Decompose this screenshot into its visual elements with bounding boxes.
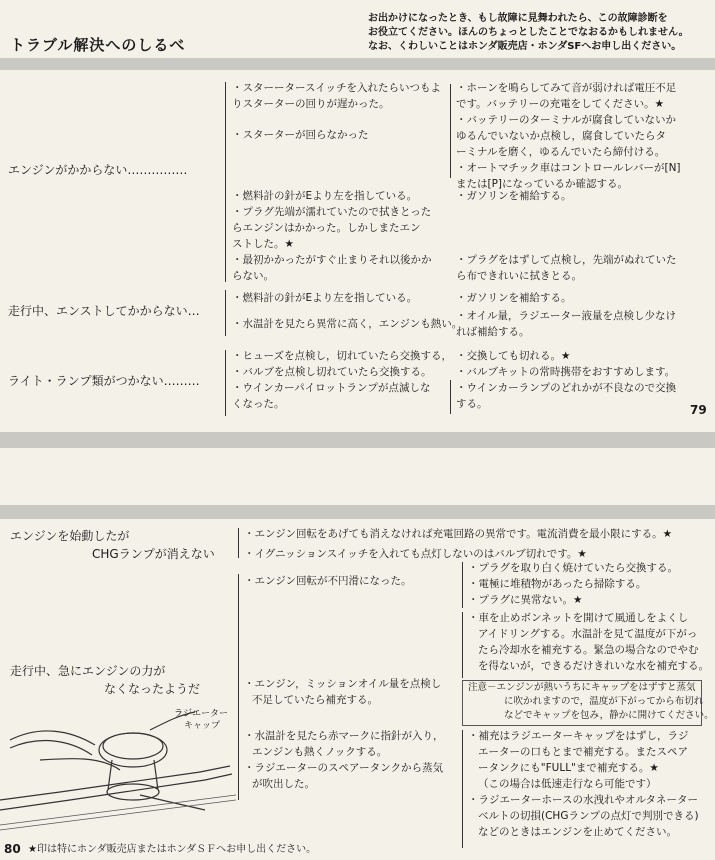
remedy-line: たら冷却水を補充する。緊急の場合なのでやむ	[478, 644, 699, 656]
intro-line: お出かけになったとき、もし故障に見舞われたら、この故障診断を	[368, 13, 668, 24]
cause-block	[232, 127, 369, 143]
cause-line: ・ヒューズを点検し，切れていたら交換する，	[232, 350, 452, 362]
cause-line: くなった。	[232, 398, 285, 410]
cause-line: ・水温計を見たら異常に高く，エンジンも熱い。	[232, 318, 463, 330]
title-line: CHGランプが消えない	[92, 547, 215, 561]
remedy-block	[468, 610, 709, 674]
remedy-line: または[P]になっているか確認する。	[456, 178, 629, 190]
remedy-line: ・プラグをはずして点検し，先端がぬれていた	[456, 254, 677, 266]
cause-line: ・水温計を見たら赤マークに指針が入り，	[244, 730, 444, 742]
brace	[462, 612, 463, 678]
section-title-chg	[10, 527, 215, 563]
remedy-line: ・プラグに異常ない。★	[468, 594, 583, 606]
remedy-line: アイドリングする。水温計を見て温度が下がっ	[478, 628, 698, 640]
remedy-line: ータンクにも"FULL"まで補充する。★	[478, 762, 659, 774]
cause-block	[232, 348, 452, 412]
remedy-line: ゆるんでいないか点検し，腐食していたらタ	[456, 130, 666, 142]
remedy-block	[456, 252, 677, 284]
brace	[225, 290, 226, 336]
illustration-label	[174, 708, 228, 732]
remedy-block	[468, 728, 699, 840]
label-line: ラジエーター	[174, 709, 229, 719]
remedy-block	[456, 112, 681, 192]
remedy-line: ・バルブキットの常時携帯をおすすめします。	[456, 366, 676, 378]
cause-line: ・燃料計の針がEより左を指している。	[232, 190, 418, 202]
remedy-line: エーターの口もとまで補充する。またスペア	[478, 746, 688, 758]
cause-block	[232, 80, 441, 112]
cause-block	[244, 573, 411, 589]
remedy-line: （この場合は低速走行なら可能です）	[478, 778, 657, 790]
note-line: などでキャップを包み，静かに開けてください。	[504, 710, 714, 721]
cause-line: らエンジンはかかった。しかしまたエン	[232, 222, 421, 234]
cause-line: りスターターの回りが遅かった。	[232, 98, 390, 110]
cause-line: ・プラグ先端が濡れていたので拭きとった	[232, 206, 432, 218]
title-line: 走行中、急にエンジンの力が	[10, 664, 166, 678]
remedy-block	[456, 308, 676, 340]
remedy-line: ・ラジエーターホースの水洩れやオルタネーター	[468, 794, 699, 806]
remedy-line: する。	[456, 398, 488, 410]
intro-line: なお、くわしいことはホンダ販売店・ホンダSFへお申し出ください。	[368, 41, 682, 52]
remedy-line: ・ホーンを鳴らしてみて音が弱ければ電圧不足	[456, 82, 677, 94]
brace	[238, 528, 239, 558]
chg-items	[244, 526, 672, 562]
section-title-engine: エンジンがかからない……………	[8, 163, 188, 177]
cause-line: ・ウインカーパイロットランプが点滅しな	[232, 382, 431, 394]
cause-block	[244, 676, 441, 708]
remedy-line: ・補充はラジエーターキャップをはずし，ラジ	[468, 730, 689, 742]
title-line: なくなったようだ	[104, 682, 201, 696]
remedy-line: ・バッテリーのターミナルが腐食していないか	[456, 114, 676, 126]
cause-line: ・バルブを点検し切れていたら交換する。	[232, 366, 432, 378]
note-line: に吹かれますので，温度が下がってから布切れ	[504, 696, 704, 707]
cause-line: ・エンジン，ミッションオイル量を点検し	[244, 678, 442, 690]
caution-note	[468, 681, 714, 723]
section-band	[0, 505, 715, 519]
cause-block	[232, 316, 462, 332]
cause-line: ストした。★	[232, 238, 294, 250]
intro-text	[368, 12, 689, 54]
remedy-block	[468, 560, 678, 608]
remedy-line: ・オイル量，ラジエーター液量を点検し少なけ	[456, 310, 676, 322]
title-line: エンジンを始動したが	[10, 529, 130, 543]
cause-line: ・燃料計の針がEより左を指している。	[232, 292, 418, 304]
cause-line: ・最初かかったがすぐ止まりそれ以後かか	[232, 254, 432, 266]
remedy-line: ら布できれいに拭きとる。	[456, 270, 582, 282]
remedy-block	[456, 80, 676, 112]
note-line: 注意－エンジンが熱いうちにキャップをはずすと蒸気	[468, 682, 696, 693]
remedy-block	[456, 188, 572, 204]
cause-block	[232, 290, 417, 306]
brace	[238, 574, 239, 800]
brace	[462, 730, 463, 848]
remedy-line: ベルトの切損(CHGランプの点灯で判別できる)	[478, 810, 699, 822]
cause-line: ・スターータースイッチを入れたらいつもよ	[232, 82, 442, 94]
cause-line: らない。	[232, 270, 274, 282]
page-number: 80	[4, 842, 21, 856]
remedy-line: ・ウインカーランプのどれかが不良なので交換	[456, 382, 677, 394]
label-line: キャップ	[184, 721, 221, 731]
brace	[225, 82, 226, 282]
cause-line: ・スターターが回らなかった	[232, 129, 369, 141]
section-title-stall: 走行中、エンストしてかからない…	[8, 304, 200, 318]
remedy-line: ・プラグを取り白く焼けていたら交換する。	[468, 562, 678, 574]
page-number: 79	[690, 403, 707, 417]
chg-item: ・エンジン回転をあげても消えなければ充電回路の異常です。電流消費を最小限にする。★	[244, 528, 673, 540]
section-title-power	[10, 662, 200, 698]
cause-line: エンジンも熱くノックする。	[252, 746, 388, 758]
footnote: ★印は特にホンダ販売店またはホンダＳＦへお申し出ください。	[28, 844, 317, 855]
section-title-lights: ライト・ランプ類がつかない………	[8, 374, 200, 388]
remedy-line: です。バッテリーの充電をしてください。★	[456, 98, 665, 110]
remedy-line: ・ガソリンを補給する。	[456, 190, 572, 202]
remedy-line: などのときはエンジンを止めてください。	[478, 826, 677, 838]
remedy-line: を得ないが，できるだけきれいな水を補充する。	[478, 660, 709, 672]
brace	[462, 562, 463, 608]
remedy-line: ・ガソリンを補給する。	[456, 292, 572, 304]
intro-line: お役立てください。ほんのちょっとしたことでなおるかもしれません。	[368, 27, 689, 38]
remedy-line: ・オートマチック車はコントロールレバーが[N]	[456, 162, 681, 174]
cause-line: が吹出した。	[252, 778, 315, 790]
cause-line: ・エンジン回転が不円滑になった。	[244, 575, 412, 587]
remedy-line: ・電極に堆積物があったら掃除する。	[468, 578, 647, 590]
remedy-line: ーミナルを磨く，ゆるんでいたら締付ける。	[456, 146, 666, 158]
cause-block	[232, 188, 432, 284]
remedy-block	[456, 290, 572, 306]
cause-line: 不足していたら補充する。	[252, 694, 378, 706]
remedy-block	[456, 348, 676, 412]
page-title: トラブル解決へのしるべ	[10, 36, 186, 54]
header-band	[0, 58, 715, 70]
cause-block	[244, 728, 444, 792]
remedy-line: ・車を止めボンネットを開けて風通しをよくし	[468, 612, 689, 624]
page-divider	[0, 432, 715, 448]
cause-line: ・ラジエーターのスペアータンクから蒸気	[244, 762, 443, 774]
brace	[225, 350, 226, 416]
brace	[450, 84, 451, 112]
chg-item: ・イグニッションスイッチを入れても点灯しないのはバルブ切れです。★	[244, 548, 587, 560]
brace	[450, 380, 451, 414]
remedy-line: ・交換しても切れる。★	[456, 350, 571, 362]
remedy-line: れば補給する。	[456, 326, 530, 338]
brace	[450, 112, 451, 178]
